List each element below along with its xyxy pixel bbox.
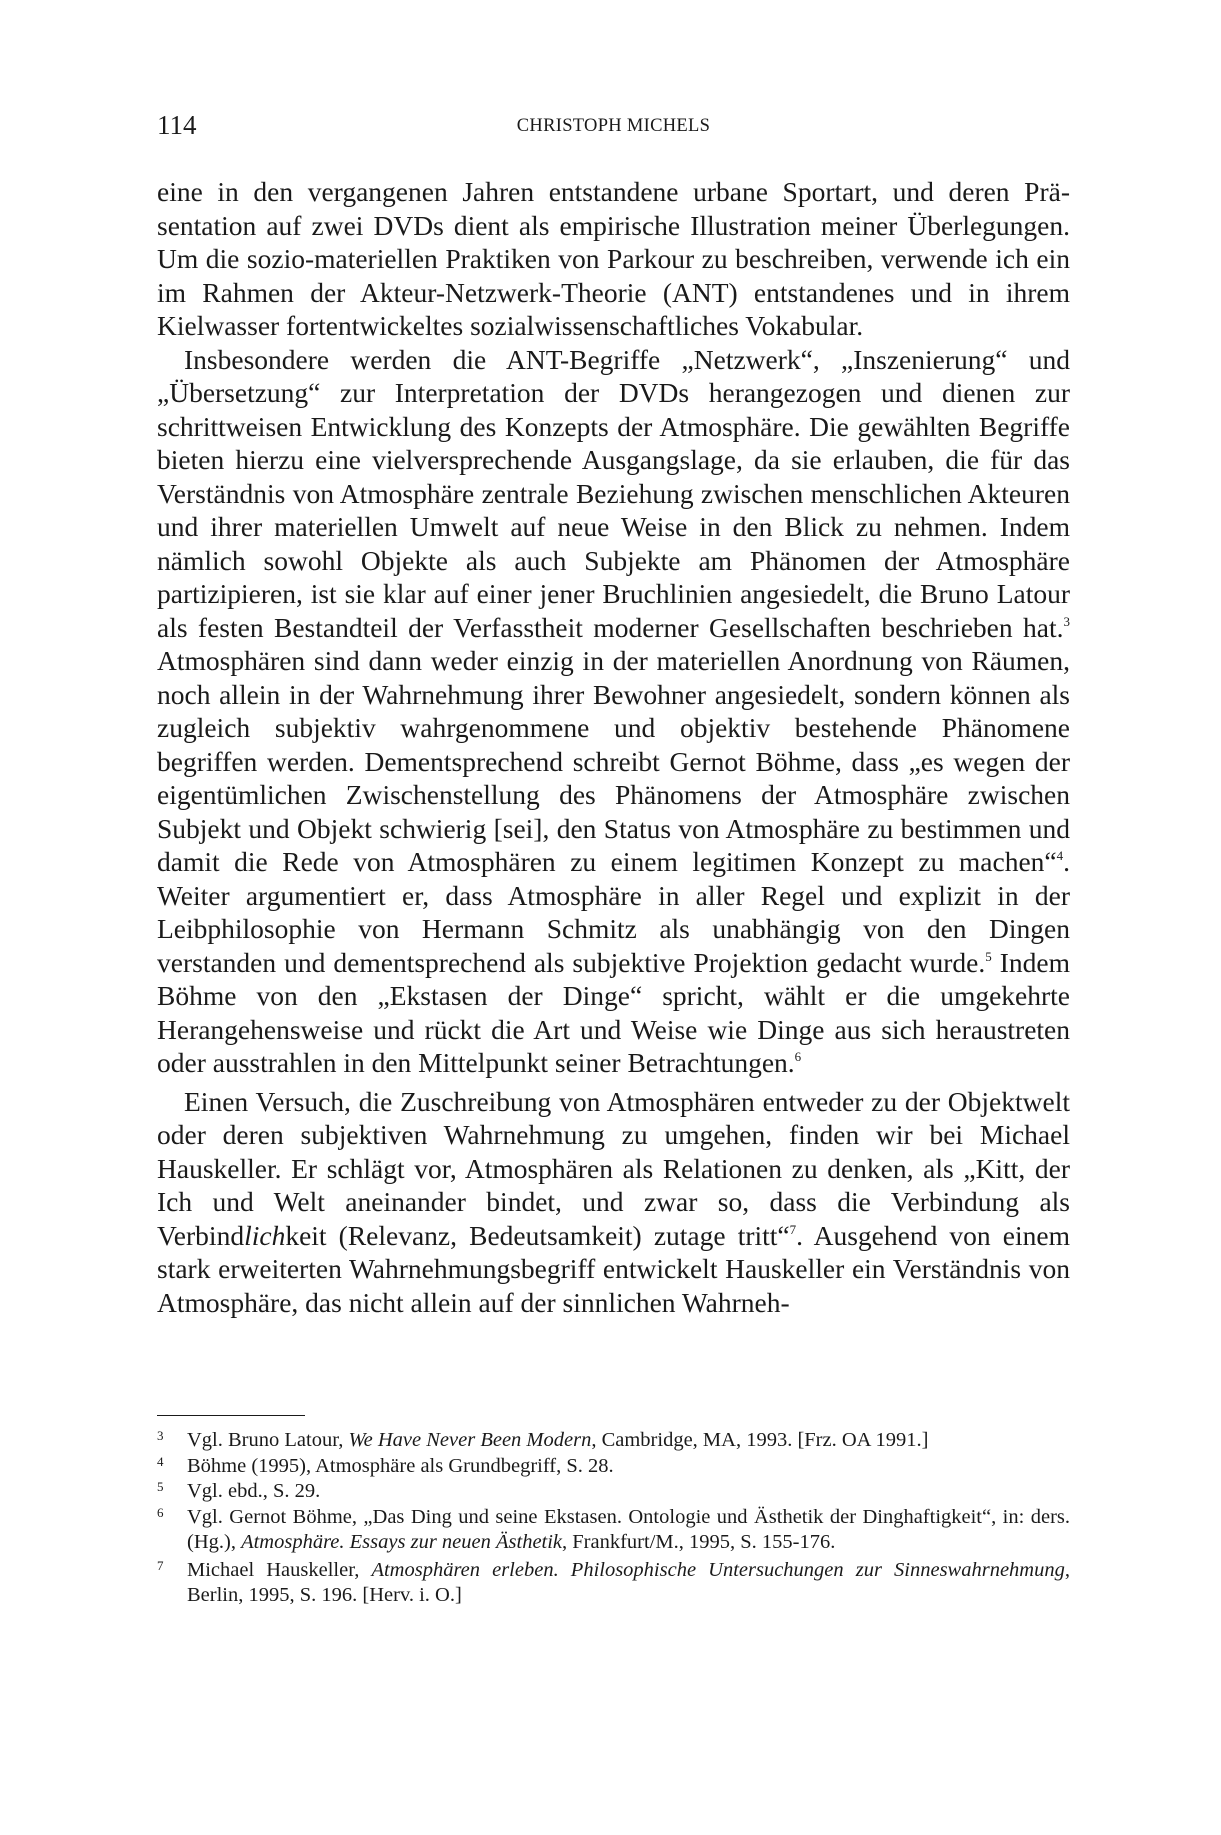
footnote-ref-3[interactable]: 3 bbox=[1063, 613, 1070, 629]
footnote-title: Atmosphären erleben. Philosophische Untersuchungen zur Sinneswahrnehmung bbox=[371, 1558, 1065, 1581]
footnote-ref-4[interactable]: 4 bbox=[1056, 848, 1064, 863]
footnote-ref-7[interactable]: 7 bbox=[789, 1221, 797, 1237]
footnote-text: , Berlin, 1995, S. 196. [Herv. i. O.] bbox=[187, 1558, 1070, 1606]
emphasis: lich bbox=[244, 1219, 286, 1251]
footnote-title: Atmosphäre. Essays zur neuen Ästhetik bbox=[241, 1531, 563, 1553]
footnote-text: Vgl. Gernot Böhme, „Das Ding und seine Ekstasen. Ontologie und Ästhetik der Dinghaftigkeit“, in: ders. (Hg.), bbox=[187, 1505, 1070, 1553]
text-run: keit (Relevanz, Bedeutsamkeit) zutage tritt“ bbox=[285, 1219, 790, 1251]
footnote-number: 7 bbox=[157, 1557, 164, 1573]
footnote-7 bbox=[157, 1558, 1070, 1609]
footnote-number: 5 bbox=[157, 1479, 164, 1494]
main-text bbox=[157, 175, 1070, 1319]
footnote-ref-6[interactable]: 6 bbox=[794, 1049, 802, 1064]
footnote-text: , Cambridge, MA, 1993. [Frz. OA 1991.] bbox=[591, 1429, 929, 1451]
footnote-3 bbox=[157, 1428, 1070, 1454]
paragraph-2 bbox=[157, 343, 1070, 1080]
footnote-number: 6 bbox=[157, 1504, 164, 1520]
page-header bbox=[157, 108, 1070, 148]
text-run: Indem Böhme von den „Ekstasen der Dinge“ spricht, wählt er die umgekehrte Herangehensweise und rückt die Art und Weise wie Dinge aus sich heraustreten oder ausstrahlen in den Mittelpunkt seiner Betrachtungen. bbox=[157, 946, 1070, 1078]
footnote-text: Böhme (1995), Atmosphäre als Grundbegriff, S. 28. bbox=[187, 1454, 614, 1477]
text-run: Einen Versuch, die Zuschreibung von Atmosphären entweder zu der Objektwelt oder deren subjektiven Wahrnehmung zu umgehen, finden wir bei Michael Hauskeller. Er schlägt vor, Atmosphären als Relationen zu denken, als „Kitt, der Ich und Welt aneinander bindet, und zwar so, dass die Verbindung als Verbind bbox=[157, 1085, 1070, 1251]
footnote-6 bbox=[157, 1505, 1070, 1556]
footnote-text: Vgl. Bruno Latour, bbox=[187, 1429, 349, 1451]
footnote-5 bbox=[157, 1479, 1070, 1505]
footnote-text: , Frankfurt/M., 1995, S. 155-176. bbox=[562, 1531, 836, 1553]
footnote-text: Michael Hauskeller, bbox=[187, 1558, 372, 1581]
text-run: . Weiter argumentiert er, dass Atmosphäre in aller Regel und explizit in der Leibphilosophie von Hermann Schmitz als unabhängig von den Dingen verstanden und dementsprechend als subjektive Projektion gedacht wurde. bbox=[157, 846, 1070, 978]
footnote-number: 3 bbox=[157, 1428, 164, 1443]
footnote-text: Vgl. ebd., S. 29. bbox=[187, 1480, 321, 1502]
footnote-divider bbox=[157, 1415, 305, 1416]
text-run: Atmosphären sind dann weder einzig in der materiellen Anordnung von Räumen, noch allein in der Wahrnehmung ihrer Bewohner angesiedelt, sondern können als zugleich subjektiv wahrgenommene und objektiv bestehende Phänomene begriffen werden. Dementsprechend schreibt Gernot Böhme, dass „es wegen der eigentümlichen Zwischenstellung des Phänomens der Atmosphäre zwischen Subjekt und Objekt schwierig [sei], den Status von Atmosphäre zu bestimmen und damit die Rede von Atmosphären zu einem legitimen Konzept zu machen“ bbox=[157, 645, 1070, 877]
paragraph-3 bbox=[157, 1085, 1070, 1320]
footnotes bbox=[157, 1428, 1070, 1609]
text-run: . Ausgehend von einem stark erweiterten Wahrnehmungsbegriff entwickelt Hauskeller ein Verständnis von Atmosphäre, das nicht allein auf der sinnlichen Wahrneh- bbox=[157, 1219, 1070, 1318]
text-run: Insbesondere werden die ANT-Begriffe „Netzwerk“, „Inszenierung“ und „Übersetzung“ zur Interpretation der DVDs herangezogen und dienen zur schrittweisen Entwicklung des Konzepts der Atmosphäre. Die gewählten Begriffe bieten hierzu eine vielversprechende Ausgangslage, da sie erlauben, die für das Verständnis von Atmosphäre zentrale Beziehung zwischen menschlichen Akteuren und ihrer materiellen Umwelt auf neue Weise in den Blick zu nehmen. Indem nämlich sowohl Objekte als auch Subjekte am Phänomen der Atmosphäre partizipieren, ist sie klar auf einer jener Bruchlinien angesiedelt, die Bruno Latour als festen Bestandteil der Verfasstheit moderner Gesellschaften beschrieben hat. bbox=[157, 343, 1070, 643]
footnote-4 bbox=[157, 1454, 1070, 1480]
footnote-number: 4 bbox=[157, 1453, 164, 1469]
footnote-title: We Have Never Been Modern bbox=[348, 1429, 592, 1451]
paragraph-1: eine in den vergangenen Jahren entstandene urbane Sportart, und deren Präsentation auf zwei DVDs dient als empirische Illustration meiner Überlegungen. Um die sozio-materiellen Praktiken von Parkour zu beschreiben, verwende ich ein im Rahmen der Akteur-Netzwerk-Theorie (ANT) entstandenes und in ihrem Kielwasser fortentwickeltes sozialwissenschaftliches Vokabular. bbox=[157, 176, 1070, 341]
page-number: 114 bbox=[157, 110, 197, 140]
footnote-ref-5[interactable]: 5 bbox=[985, 948, 992, 964]
running-head: CHRISTOPH MICHELS bbox=[516, 116, 711, 136]
